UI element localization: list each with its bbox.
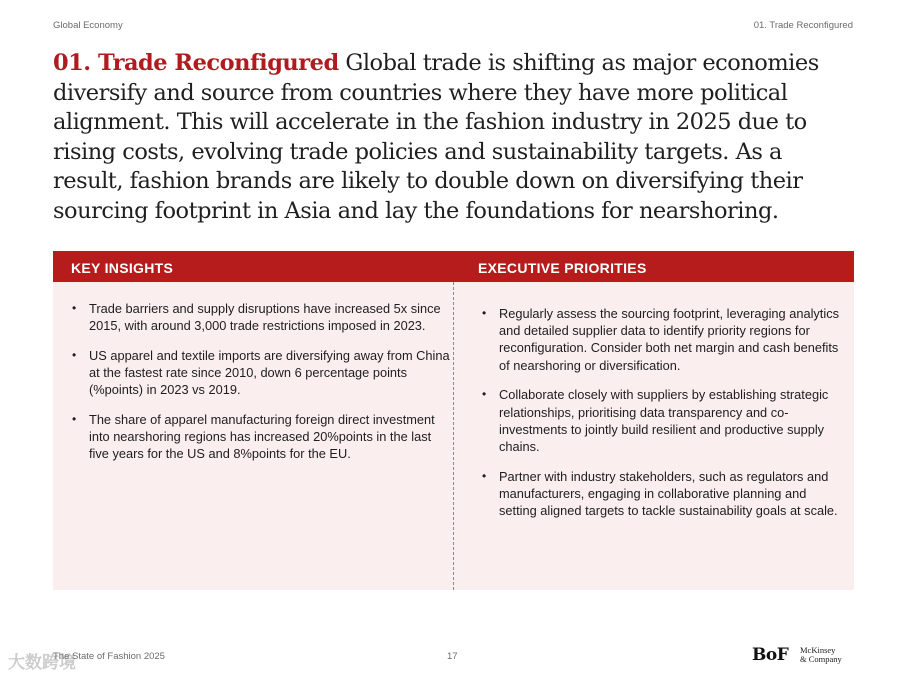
- key-insights-title: KEY INSIGHTS: [71, 260, 174, 276]
- key-insights-list: [72, 300, 451, 475]
- bullet-icon: •: [482, 468, 487, 483]
- chapter-label: 01. Trade Reconfigured: [753, 20, 853, 31]
- intro-body: Global trade is shifting as major economies diversify and source from countries where they have more political alignment. This will accelerate in the fashion industry in 2025 due to rising costs, evolving trade policies and sustainability targets. As a result, fashion brands are likely to double down on diversifying their sourcing footprint in Asia and lay the foundations for nearshoring.: [53, 50, 819, 224]
- priority-text: Collaborate closely with suppliers by establishing strategic relationships, prioritising data transparency and co-investments to jointly build resilient and productive supply chains.: [499, 387, 829, 454]
- watermark-logo: 大数跨境: [8, 653, 76, 672]
- column-divider: [453, 282, 454, 590]
- chapter-title: 01. Trade Reconfigured: [53, 50, 339, 76]
- mckinsey-logo: [800, 646, 842, 664]
- list-item: [72, 347, 451, 399]
- bullet-icon: •: [72, 301, 77, 315]
- priority-text: Partner with industry stakeholders, such as regulators and manufacturers, engaging in collaborative planning and setting aligned targets to tackle sustainability goals at scale.: [499, 468, 838, 519]
- bullet-icon: •: [482, 387, 487, 402]
- bof-logo: BoF: [752, 645, 789, 665]
- insight-text: The share of apparel manufacturing foreign direct investment into nearshoring regions has increased 20%points in the last five years for the US and 8%points for the EU.: [89, 412, 435, 462]
- mckinsey-logo-line2: & Company: [800, 654, 842, 664]
- list-item: [72, 300, 451, 334]
- section-label: Global Economy: [53, 20, 123, 31]
- list-item: [482, 386, 845, 455]
- intro-paragraph: [53, 49, 843, 226]
- mckinsey-logo-line1: McKinsey: [800, 645, 836, 655]
- list-item: [72, 411, 451, 463]
- insight-text: Trade barriers and supply disruptions have increased 5x since 2015, with around 3,000 trade restrictions imposed in 2023.: [89, 301, 441, 334]
- bullet-icon: •: [482, 306, 487, 320]
- insights-panel: [53, 251, 854, 590]
- executive-priorities-list: [482, 305, 845, 532]
- bullet-icon: •: [72, 412, 77, 427]
- executive-priorities-title: EXECUTIVE PRIORITIES: [478, 260, 647, 276]
- priority-text: Regularly assess the sourcing footprint, leveraging analytics and detailed supplier data to identify priority regions for reconfiguration. Consider both net margin and cash benefits of nearshoring or diversification.: [499, 306, 840, 373]
- list-item: [482, 468, 845, 520]
- insight-text: US apparel and textile imports are diversifying away from China at the fastest rate since 2010, down 6 percentage points (%points) in 2023 vs 2019.: [89, 347, 450, 398]
- bullet-icon: •: [72, 347, 77, 362]
- publication-title: The State of Fashion 2025: [53, 651, 165, 662]
- list-item: [482, 305, 845, 374]
- panel-header-bar: [53, 251, 854, 282]
- page-number: 17: [447, 651, 458, 662]
